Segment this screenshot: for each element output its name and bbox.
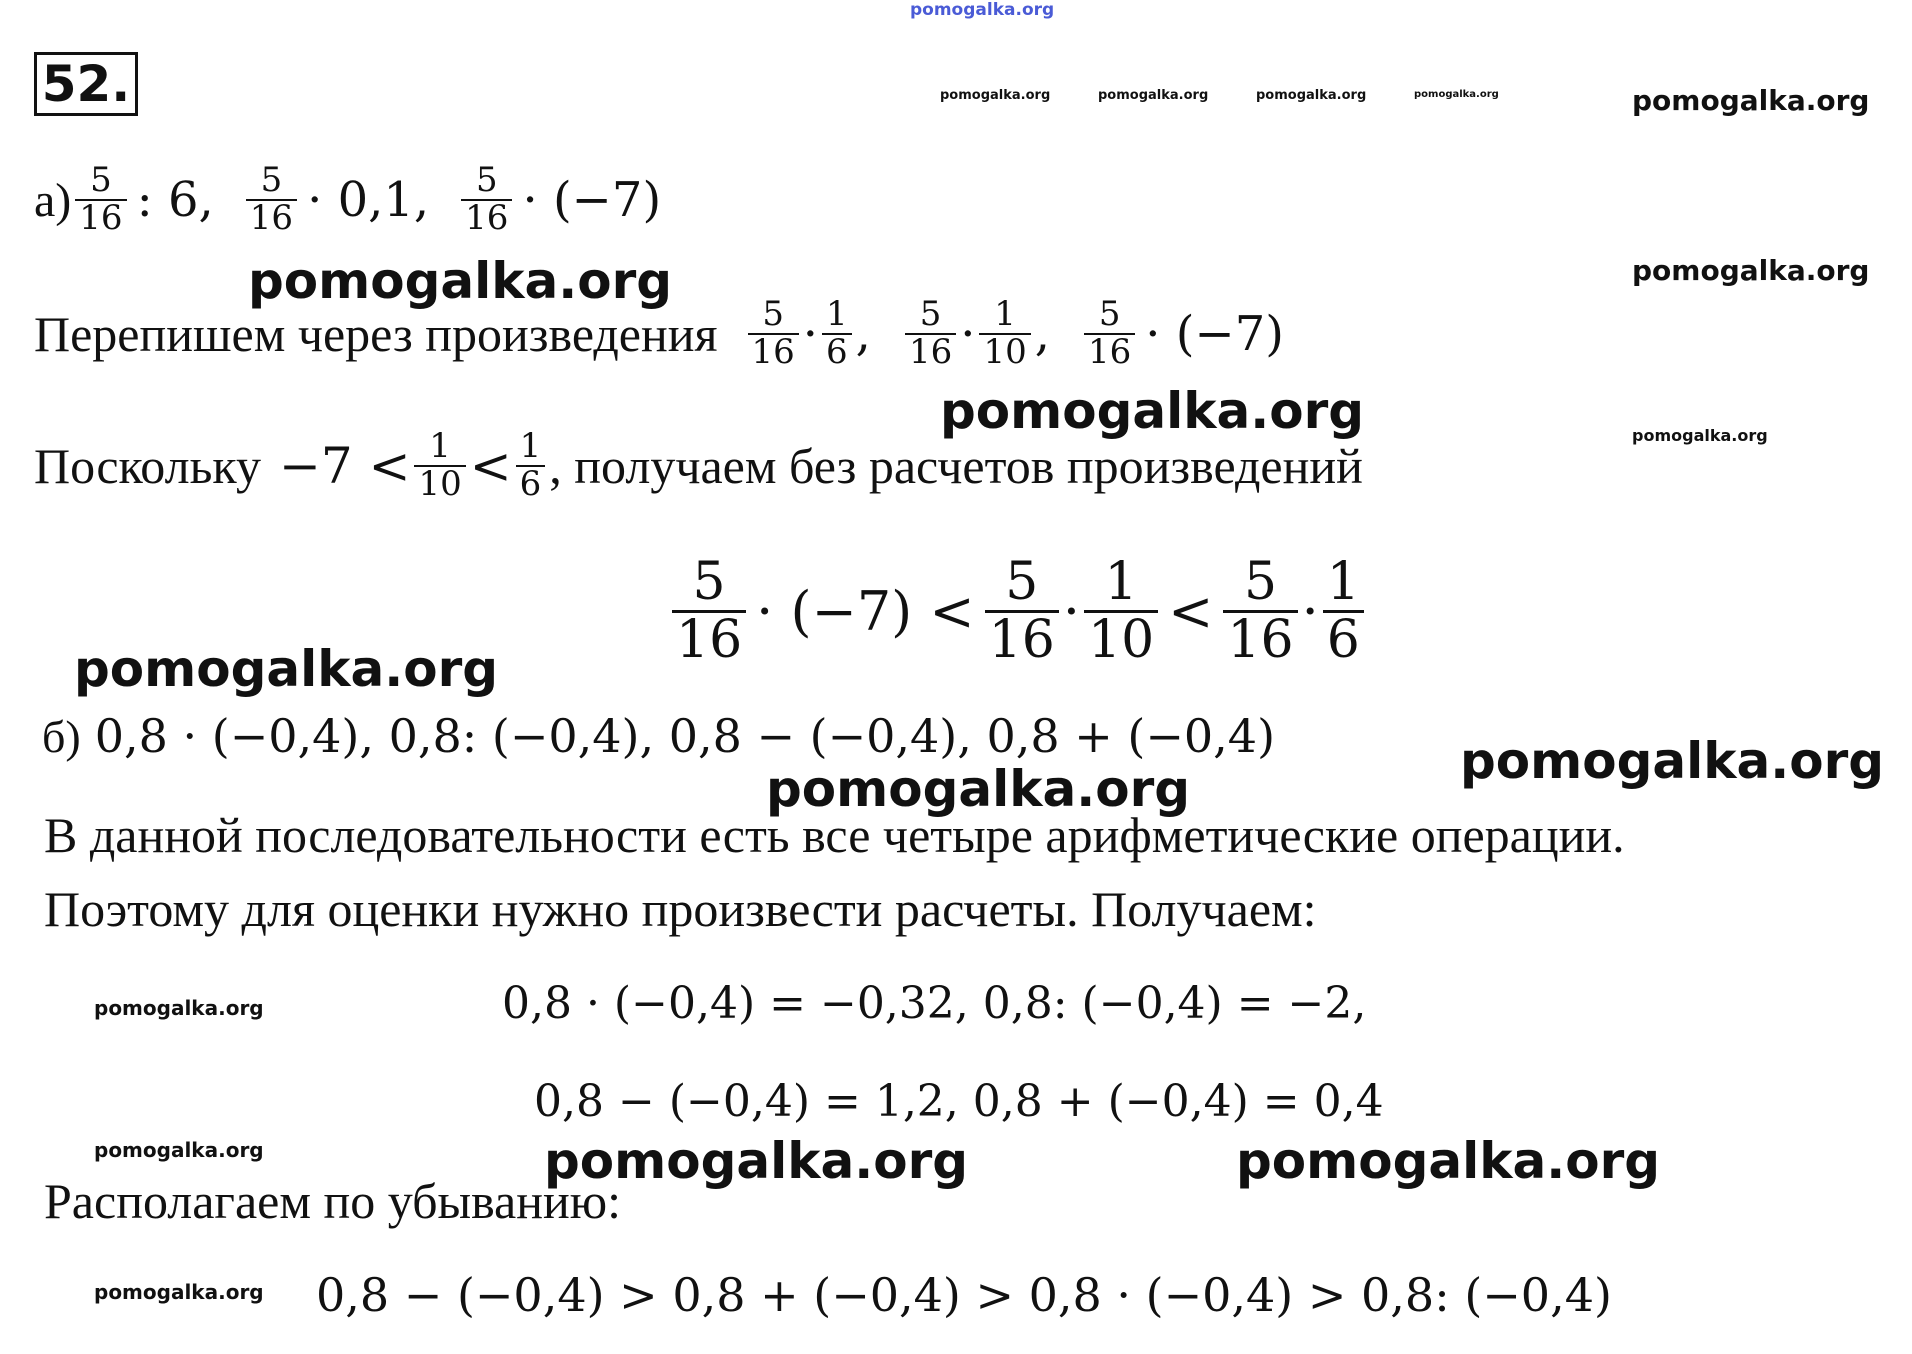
- fraction-numerator: 5: [1005, 551, 1039, 612]
- fraction-denominator: 10: [414, 465, 465, 503]
- fraction: [414, 426, 465, 504]
- watermark: pomogalka.org: [74, 640, 499, 698]
- rewrite-text: Перепишем через произведения: [34, 306, 718, 362]
- watermark: pomogalka.org: [94, 1280, 264, 1304]
- part-a-label: а): [34, 173, 72, 227]
- fraction-denominator: 16: [246, 199, 297, 237]
- fraction: [822, 294, 852, 372]
- since-lead: −7 <: [278, 437, 411, 495]
- since-text: Поскольку: [34, 438, 261, 494]
- since-tail: , получаем без расчетов произведений: [549, 438, 1363, 494]
- part-a-result: [668, 546, 1368, 676]
- separator: ,: [855, 306, 871, 362]
- fraction-numerator: 5: [1243, 551, 1278, 612]
- fraction-denominator: 6: [516, 465, 546, 503]
- paragraph: В данной последовательности есть все четыре арифметические операции.: [44, 807, 1625, 863]
- fraction: [748, 294, 799, 372]
- watermark: pomogalka.org: [248, 252, 673, 310]
- since-line: [34, 410, 1363, 522]
- paragraph: Располагаем по убыванию:: [44, 1173, 622, 1229]
- multiply-sign: ·: [1301, 579, 1319, 643]
- part-a-given: [34, 142, 667, 258]
- fraction: [246, 160, 297, 238]
- less-than-sign: <: [469, 437, 512, 495]
- fraction: [75, 160, 126, 238]
- watermark: pomogalka.org: [1098, 88, 1209, 103]
- watermark: pomogalka.org: [1632, 84, 1870, 117]
- rewrite-line: [34, 276, 1290, 392]
- watermark: pomogalka.org: [544, 1132, 969, 1190]
- part-b-list: [42, 704, 1275, 768]
- watermark: pomogalka.org: [940, 382, 1365, 440]
- fraction: [905, 294, 956, 372]
- watermark: pomogalka.org: [940, 88, 1051, 103]
- part-b-label: б): [42, 710, 81, 762]
- fraction: [1323, 551, 1364, 670]
- multiply-sign: ·: [1062, 579, 1080, 643]
- fraction-numerator: 5: [90, 160, 112, 201]
- fraction-denominator: 6: [1323, 610, 1364, 668]
- fraction-denominator: 10: [1084, 610, 1158, 668]
- watermark: pomogalka.org: [766, 760, 1191, 818]
- fraction-denominator: 16: [985, 610, 1059, 668]
- watermark: pomogalka.org: [1460, 732, 1885, 790]
- fraction-denominator: 16: [748, 333, 799, 371]
- fraction-numerator: 5: [260, 160, 283, 201]
- final-inequality: 0,8 − (−0,4) > 0,8 + (−0,4) > 0,8 · (−0,4) > 0,8: (−0,4): [316, 1268, 1612, 1322]
- watermark: pomogalka.org: [1414, 89, 1499, 100]
- fraction-denominator: 16: [461, 199, 512, 237]
- fraction-numerator: 1: [519, 426, 542, 467]
- fraction-numerator: 1: [826, 294, 848, 335]
- watermark: pomogalka.org: [1632, 254, 1870, 287]
- separator: ,: [1034, 306, 1050, 362]
- fraction-numerator: 5: [762, 294, 784, 335]
- watermark: pomogalka.org: [94, 1138, 264, 1162]
- fraction: [672, 551, 746, 670]
- fraction: [1084, 551, 1158, 670]
- fraction-denominator: 10: [979, 333, 1030, 371]
- multiply-sign: ·: [802, 306, 819, 362]
- fraction-numerator: 5: [919, 294, 942, 335]
- fraction-denominator: 16: [672, 610, 746, 668]
- paragraph: Поэтому для оценки нужно произвести расчеты. Получаем:: [44, 881, 1317, 937]
- fraction-denominator: 16: [75, 199, 126, 237]
- expression-tail: · (−7): [1145, 306, 1284, 362]
- fraction-numerator: 5: [1098, 294, 1121, 335]
- equation-line-2: 0,8 − (−0,4) = 1,2, 0,8 + (−0,4) = 0,4: [534, 1076, 1384, 1127]
- expression-tail: : 6,: [136, 172, 214, 228]
- fraction: [985, 551, 1059, 670]
- expression-tail: · (−7): [522, 172, 662, 228]
- fraction-numerator: 1: [994, 294, 1016, 335]
- fraction: [461, 160, 512, 238]
- rewrite-expression: [744, 294, 1291, 372]
- fraction-numerator: 5: [475, 160, 498, 201]
- fraction-numerator: 1: [429, 426, 451, 467]
- fraction-denominator: 16: [905, 333, 956, 371]
- fraction-denominator: 16: [1223, 610, 1297, 668]
- expression-tail: · 0,1,: [307, 172, 430, 228]
- fraction-numerator: 1: [1104, 551, 1138, 612]
- fraction: [979, 294, 1030, 372]
- fraction: [1084, 294, 1135, 372]
- fraction: [1223, 551, 1297, 670]
- part-b-expressions: 0,8 · (−0,4), 0,8: (−0,4), 0,8 − (−0,4), 0,8 + (−0,4): [94, 709, 1276, 763]
- fraction-numerator: 1: [1326, 551, 1360, 612]
- watermark-top: pomogalka.org: [910, 0, 1055, 20]
- fraction: [516, 426, 546, 504]
- watermark: pomogalka.org: [1236, 1132, 1661, 1190]
- watermark: pomogalka.org: [1632, 426, 1768, 445]
- watermark: pomogalka.org: [94, 996, 264, 1020]
- less-than-sign: <: [1168, 579, 1214, 643]
- equation-line-1: 0,8 · (−0,4) = −0,32, 0,8: (−0,4) = −2,: [502, 978, 1367, 1029]
- fraction-denominator: 16: [1084, 333, 1135, 371]
- watermark: pomogalka.org: [1256, 88, 1367, 103]
- multiply-sign: ·: [960, 306, 976, 362]
- expression-tail: · (−7) <: [756, 579, 975, 643]
- problem-number: 52.: [34, 52, 138, 116]
- fraction-denominator: 6: [822, 333, 852, 371]
- fraction-numerator: 5: [692, 551, 726, 612]
